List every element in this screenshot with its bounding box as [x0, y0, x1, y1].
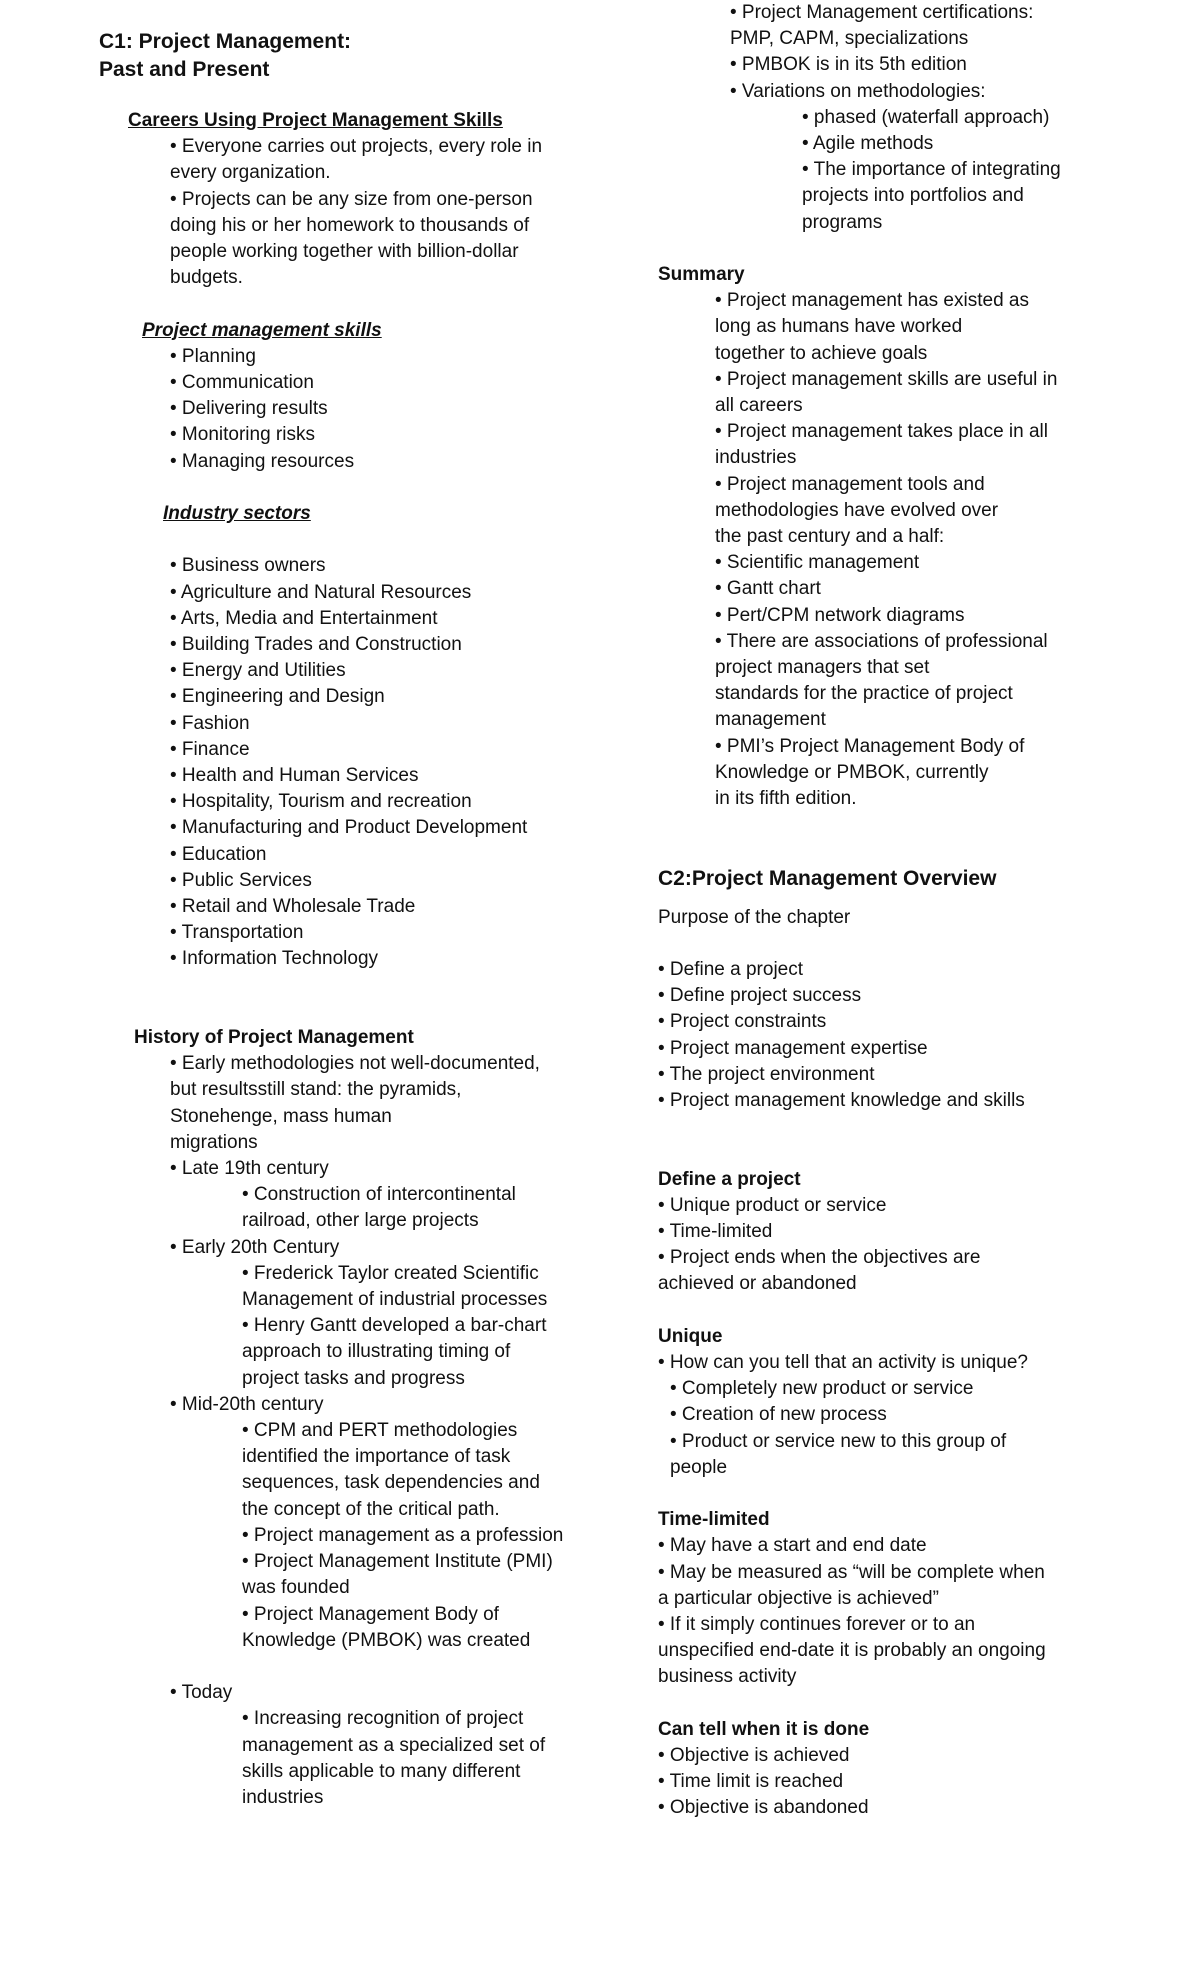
careers-list	[170, 134, 599, 291]
text-line: projects into portfolios and	[802, 185, 1024, 207]
sectors-list	[170, 553, 599, 972]
text-line: • Pert/CPM network diagrams	[715, 604, 965, 626]
text-line: all careers	[715, 395, 803, 417]
text-line: doing his or her homework to thousands of	[170, 214, 530, 236]
text-line: long as humans have worked	[715, 316, 963, 338]
text-line: the concept of the critical path.	[242, 1498, 500, 1520]
history-early20-list	[242, 1261, 599, 1392]
text-line: • Henry Gantt developed a bar-chart	[242, 1315, 547, 1337]
text-line: • Project Management certifications:	[730, 2, 1034, 23]
variations-list	[802, 105, 1178, 236]
text-line: every organization.	[170, 162, 331, 184]
text-line: • May be measured as “will be complete when	[658, 1561, 1045, 1583]
unique-question: • How can you tell that an activity is unique?	[658, 1352, 1028, 1374]
unique-heading: Unique	[658, 1325, 723, 1347]
summary-heading: Summary	[658, 264, 745, 286]
history-mid20-list	[242, 1418, 599, 1654]
text-line: was founded	[242, 1577, 350, 1599]
done-list	[658, 1743, 1178, 1822]
text-line: methodologies have evolved over	[715, 499, 999, 521]
text-line: • CPM and PERT methodologies	[242, 1420, 518, 1442]
text-line: • Construction of intercontinental	[242, 1184, 516, 1206]
text-line: • The importance of integrating	[802, 159, 1061, 181]
text-line: • phased (waterfall approach)	[802, 106, 1050, 128]
text-line: • Project management takes place in all	[715, 421, 1048, 443]
text-line: • Completely new product or service	[670, 1378, 974, 1400]
sectors-heading: Industry sectors	[163, 503, 311, 525]
certifications-list	[730, 0, 1178, 105]
text-line: • Frederick Taylor created Scientific	[242, 1262, 539, 1284]
text-line: • Manufacturing and Product Development	[170, 817, 528, 839]
text-line: • Project management has existed as	[715, 290, 1029, 312]
chapter-title-line-1: C1: Project Management:	[99, 30, 352, 53]
text-line: Management of industrial processes	[242, 1289, 548, 1311]
text-line: budgets.	[170, 267, 243, 289]
text-line: • Engineering and Design	[170, 686, 385, 708]
history-early20: • Early 20th Century	[170, 1236, 340, 1258]
skills-heading: Project management skills	[142, 319, 382, 341]
text-line: programs	[802, 211, 883, 233]
text-line: • Arts, Media and Entertainment	[170, 607, 438, 629]
text-line: • Hospitality, Tourism and recreation	[170, 791, 472, 813]
text-line: • Objective is achieved	[658, 1745, 850, 1767]
text-line: • Project management expertise	[658, 1037, 928, 1059]
text-line: • Building Trades and Construction	[170, 634, 462, 656]
text-line: • Time limit is reached	[658, 1771, 844, 1793]
done-heading: Can tell when it is done	[658, 1718, 870, 1740]
text-line: • May have a start and end date	[658, 1535, 927, 1557]
text-line: • Define a project	[658, 959, 804, 981]
c2-title: C2:Project Management Overview	[658, 866, 997, 890]
text-line: sequences, task dependencies and	[242, 1472, 540, 1494]
history-late19-list	[242, 1182, 599, 1234]
text-line: industries	[715, 447, 797, 469]
text-line: • Increasing recognition of project	[242, 1708, 524, 1730]
text-line: • Variations on methodologies:	[730, 80, 986, 102]
text-line: • There are associations of professional	[715, 630, 1048, 652]
text-line: • Project ends when the objectives are	[658, 1247, 981, 1269]
text-line: • The project environment	[658, 1063, 875, 1085]
text-line: the past century and a half:	[715, 526, 945, 548]
text-line: • Early methodologies not well-documented,	[170, 1053, 540, 1075]
text-line: Stonehenge, mass human	[170, 1105, 392, 1127]
text-line: • Public Services	[170, 869, 312, 891]
text-line: • Project constraints	[658, 1011, 827, 1033]
text-line: Knowledge or PMBOK, currently	[715, 761, 989, 783]
define-heading: Define a project	[658, 1168, 801, 1190]
text-line: people	[670, 1456, 728, 1478]
text-line: people working together with billion-dollar	[170, 241, 519, 263]
text-line: • Managing resources	[170, 450, 355, 472]
text-line: • Retail and Wholesale Trade	[170, 896, 416, 918]
time-list	[658, 1533, 1178, 1690]
text-line: approach to illustrating timing of	[242, 1341, 511, 1363]
text-line: • PMI’s Project Management Body of	[715, 735, 1025, 757]
text-line: a particular objective is achieved”	[658, 1587, 939, 1609]
text-line: • Agriculture and Natural Resources	[170, 581, 472, 603]
c2-topics-list	[658, 957, 1178, 1114]
text-line: • Objective is abandoned	[658, 1797, 869, 1819]
unique-list	[670, 1376, 1178, 1481]
skills-list	[170, 344, 599, 475]
text-line: • Monitoring risks	[170, 424, 315, 446]
careers-heading: Careers Using Project Management Skills	[128, 110, 503, 131]
text-line: • Business owners	[170, 555, 326, 577]
text-line: • Project management tools and	[715, 473, 985, 495]
history-late19: • Late 19th century	[170, 1158, 329, 1180]
text-line: management as a specialized set of	[242, 1734, 546, 1756]
text-line: • PMBOK is in its 5th edition	[730, 54, 967, 76]
text-line: in its fifth edition.	[715, 788, 857, 810]
define-list	[658, 1193, 1178, 1298]
right-column	[658, 0, 1178, 1822]
text-line: • Fashion	[170, 712, 250, 734]
text-line: industries	[242, 1786, 324, 1808]
text-line: • Time-limited	[658, 1221, 773, 1243]
text-line: • Define project success	[658, 985, 862, 1007]
history-mid20: • Mid-20th century	[170, 1393, 324, 1415]
left-column	[99, 0, 599, 1811]
text-line: • Project Management Institute (PMI)	[242, 1551, 553, 1573]
text-line: • Gantt chart	[715, 578, 821, 600]
text-line: Knowledge (PMBOK) was created	[242, 1629, 531, 1651]
text-line: management	[715, 709, 826, 731]
text-line: business activity	[658, 1666, 797, 1688]
text-line: • Education	[170, 843, 267, 865]
history-heading: History of Project Management	[134, 1027, 414, 1049]
text-line: identified the importance of task	[242, 1446, 511, 1468]
text-line: project tasks and progress	[242, 1367, 465, 1389]
text-line: • Health and Human Services	[170, 765, 419, 787]
text-line: • Communication	[170, 372, 314, 394]
text-line: • Projects can be any size from one-person	[170, 188, 533, 210]
summary-list	[715, 288, 1178, 812]
text-line: • Delivering results	[170, 398, 328, 420]
history-today-list	[242, 1706, 599, 1811]
text-line: achieved or abandoned	[658, 1273, 857, 1295]
text-line: skills applicable to many different	[242, 1760, 521, 1782]
text-line: • Project management knowledge and skills	[658, 1090, 1025, 1112]
text-line: • Project management as a profession	[242, 1524, 564, 1546]
text-line: • Agile methods	[802, 133, 934, 155]
text-line: • Finance	[170, 738, 250, 760]
text-line: • Energy and Utilities	[170, 660, 346, 682]
text-line: • Project Management Body of	[242, 1603, 499, 1625]
text-line: but resultsstill stand: the pyramids,	[170, 1079, 462, 1101]
text-line: together to achieve goals	[715, 342, 928, 364]
text-line: project managers that set	[715, 657, 930, 679]
chapter-title-line-2: Past and Present	[99, 58, 270, 81]
c2-purpose: Purpose of the chapter	[658, 906, 851, 928]
time-heading: Time-limited	[658, 1509, 770, 1531]
history-today: • Today	[170, 1682, 233, 1704]
text-line: migrations	[170, 1131, 258, 1153]
text-line: unspecified end-date it is probably an ongoing	[658, 1640, 1046, 1662]
text-line: • Project management skills are useful in	[715, 368, 1058, 390]
history-early-list	[170, 1051, 599, 1156]
text-line: • If it simply continues forever or to an	[658, 1614, 976, 1636]
text-line: • Scientific management	[715, 552, 920, 574]
text-line: • Unique product or service	[658, 1194, 887, 1216]
text-line: PMP, CAPM, specializations	[730, 28, 969, 50]
text-line: • Information Technology	[170, 948, 379, 970]
text-line: standards for the practice of project	[715, 683, 1013, 705]
text-line: railroad, other large projects	[242, 1210, 479, 1232]
text-line: • Everyone carries out projects, every role in	[170, 136, 543, 158]
text-line: • Product or service new to this group of	[670, 1430, 1007, 1452]
text-line: • Creation of new process	[670, 1404, 887, 1426]
text-line: • Transportation	[170, 922, 304, 944]
text-line: • Planning	[170, 345, 256, 367]
